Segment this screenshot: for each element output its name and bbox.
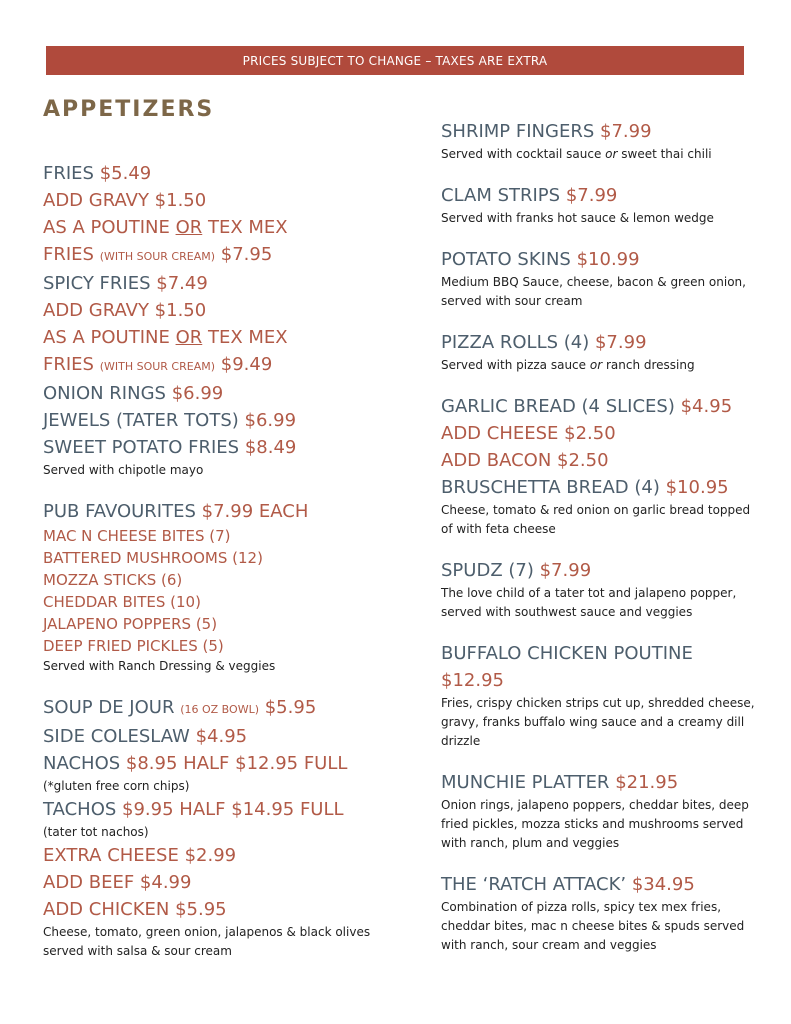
item-price: $21.95 <box>615 772 679 793</box>
item-description: Served with franks hot sauce & lemon wedge <box>441 211 714 225</box>
item-name: THE ‘RATCH ATTACK’ <box>441 874 627 895</box>
item-description: Onion rings, jalapeno poppers, cheddar bites, deep fried pickles, mozza sticks and mushrooms served with ranch, plum and veggies <box>441 798 749 850</box>
item-price: $8.49 <box>244 437 297 458</box>
or-word: OR <box>175 217 203 238</box>
item-description: Served with chipotle mayo <box>43 463 204 477</box>
menu-item-onion-rings <box>43 380 403 407</box>
addon-gravy: ADD GRAVY $1.50 <box>43 190 207 211</box>
menu-item-shrimp-fingers <box>441 118 761 145</box>
item-name: BRUSCHETTA BREAD (4) <box>441 477 660 498</box>
item-description: Fries, crispy chicken strips cut up, shredded cheese, gravy, franks buffalo wing sauce and a creamy dill drizzle <box>441 696 755 748</box>
item-name: PIZZA ROLLS (4) <box>441 332 590 353</box>
addon-note: (WITH SOUR CREAM) <box>99 250 216 263</box>
menu-item-munchie-platter <box>441 769 761 796</box>
spacer <box>441 751 761 769</box>
spacer <box>441 228 761 246</box>
addon-bacon: ADD BACON $2.50 <box>441 450 609 471</box>
addon-note: (WITH SOUR CREAM) <box>99 360 216 373</box>
menu-item-ratch-attack <box>441 871 761 898</box>
item-price: $7.99 <box>594 332 647 353</box>
item-description <box>441 145 761 164</box>
menu-item-coleslaw <box>43 723 403 750</box>
addon-poutine <box>43 214 403 241</box>
item-name: GARLIC BREAD (4 SLICES) <box>441 396 675 417</box>
menu-item-buffalo-chicken-poutine: BUFFALO CHICKEN POUTINE <box>441 643 693 664</box>
desc-text: ranch dressing <box>602 358 695 372</box>
pub-item: MOZZA STICKS (6) <box>43 571 183 589</box>
price-notice-banner: PRICES SUBJECT TO CHANGE – TAXES ARE EXTRA <box>46 46 744 75</box>
item-price: $5.49 <box>99 163 152 184</box>
addon-text: FRIES <box>43 244 100 265</box>
menu-item-jewels <box>43 407 403 434</box>
item-note: (16 OZ BOWL) <box>180 703 259 716</box>
item-name: POTATO SKINS <box>441 249 571 270</box>
menu-item-nachos <box>43 750 403 777</box>
pub-item: CHEDDAR BITES (10) <box>43 593 201 611</box>
pub-item: MAC N CHEESE BITES (7) <box>43 527 231 545</box>
addon-poutine <box>43 324 403 351</box>
item-price: $10.99 <box>576 249 640 270</box>
item-name: CLAM STRIPS <box>441 185 561 206</box>
item-price: $7.99 EACH <box>201 501 309 522</box>
menu-item-pizza-rolls <box>441 329 761 356</box>
item-price: $12.95 <box>441 670 504 691</box>
item-name: SOUP DE JOUR <box>43 697 175 718</box>
item-description: Served with Ranch Dressing & veggies <box>43 659 276 673</box>
spacer <box>43 480 403 498</box>
item-description <box>441 356 761 375</box>
item-description: Combination of pizza rolls, spicy tex mex fries, cheddar bites, mac n cheese bites & spuds served with ranch, sour cream and veggies <box>441 900 745 952</box>
item-name: SWEET POTATO FRIES <box>43 437 240 458</box>
item-description: (*gluten free corn chips) <box>43 779 190 793</box>
item-price: $34.95 <box>631 874 695 895</box>
item-price: $4.95 <box>680 396 733 417</box>
spacer <box>441 164 761 182</box>
menu-item-bruschetta <box>441 474 761 501</box>
addon-price: $7.95 <box>215 244 273 265</box>
desc-text: Served with pizza sauce <box>441 358 590 372</box>
item-price: $7.99 <box>539 560 592 581</box>
spacer <box>43 676 403 694</box>
spacer <box>441 853 761 871</box>
addon-text: AS A POUTINE <box>43 217 176 238</box>
desc-or: or <box>605 147 618 161</box>
addon-poutine-price <box>43 241 403 270</box>
addon-extra-cheese: EXTRA CHEESE $2.99 <box>43 845 237 866</box>
item-name: SHRIMP FINGERS <box>441 121 595 142</box>
menu-item-clam-strips <box>441 182 761 209</box>
desc-or: or <box>589 358 603 372</box>
pub-item: BATTERED MUSHROOMS (12) <box>43 549 263 567</box>
item-description: Cheese, tomato, green onion, jalapenos & black olives served with salsa & sour cream <box>43 925 371 958</box>
menu-item-spudz <box>441 557 761 584</box>
or-word: OR <box>175 327 203 348</box>
addon-text: TEX MEX <box>202 327 288 348</box>
item-description: Medium BBQ Sauce, cheese, bacon & green onion, served with sour cream <box>441 275 746 308</box>
addon-gravy: ADD GRAVY $1.50 <box>43 300 207 321</box>
menu-item-soup <box>43 694 403 723</box>
item-name: SIDE COLESLAW <box>43 726 190 747</box>
desc-text: Served with cocktail sauce <box>441 147 606 161</box>
item-price: $9.95 HALF $14.95 FULL <box>122 799 344 820</box>
menu-item-sweet-potato-fries <box>43 434 403 461</box>
item-name: SPUDZ (7) <box>441 560 534 581</box>
addon-price: $9.49 <box>215 354 273 375</box>
item-price: $8.95 HALF $12.95 FULL <box>125 753 348 774</box>
menu-item-pub-favourites <box>43 498 403 525</box>
item-description: (tater tot nachos) <box>43 825 149 839</box>
item-price: $6.99 <box>244 410 297 431</box>
addon-poutine-price <box>43 351 403 380</box>
item-price: $4.95 <box>195 726 248 747</box>
addon-chicken: ADD CHICKEN $5.95 <box>43 899 227 920</box>
item-name: NACHOS <box>43 753 121 774</box>
item-name: PUB FAVOURITES <box>43 501 196 522</box>
addon-beef: ADD BEEF $4.99 <box>43 872 192 893</box>
section-title: APPETIZERS <box>43 97 215 122</box>
item-price: $7.99 <box>600 121 652 142</box>
menu-item-spicy-fries <box>43 270 403 297</box>
menu-item-potato-skins <box>441 246 761 273</box>
item-price: $7.49 <box>156 273 208 294</box>
spacer <box>441 311 761 329</box>
item-description: The love child of a tater tot and jalapeno popper, served with southwest sauce and veggies <box>441 586 737 619</box>
item-name: JEWELS (TATER TOTS) <box>43 410 239 431</box>
right-menu-column <box>441 118 761 955</box>
pub-item: JALAPENO POPPERS (5) <box>43 615 218 633</box>
pub-item: DEEP FRIED PICKLES (5) <box>43 637 224 655</box>
left-menu-column <box>43 160 403 961</box>
addon-text: TEX MEX <box>202 217 288 238</box>
desc-text: sweet thai chili <box>617 147 712 161</box>
item-name: SPICY FRIES <box>43 273 151 294</box>
addon-text: FRIES <box>43 354 100 375</box>
item-name: ONION RINGS <box>43 383 166 404</box>
item-name: MUNCHIE PLATTER <box>441 772 610 793</box>
item-price: $6.99 <box>171 383 224 404</box>
item-name: FRIES <box>43 163 94 184</box>
item-name: TACHOS <box>43 799 117 820</box>
menu-item-garlic-bread <box>441 393 761 420</box>
item-price: $5.95 <box>264 697 317 718</box>
spacer <box>441 539 761 557</box>
spacer <box>441 622 761 640</box>
menu-item-fries <box>43 160 403 187</box>
addon-text: AS A POUTINE <box>43 327 176 348</box>
spacer <box>441 375 761 393</box>
item-price: $7.99 <box>565 185 618 206</box>
item-price: $10.95 <box>665 477 729 498</box>
addon-cheese: ADD CHEESE $2.50 <box>441 423 616 444</box>
menu-item-tachos <box>43 796 403 823</box>
item-description: Cheese, tomato & red onion on garlic bread topped of with feta cheese <box>441 503 751 536</box>
